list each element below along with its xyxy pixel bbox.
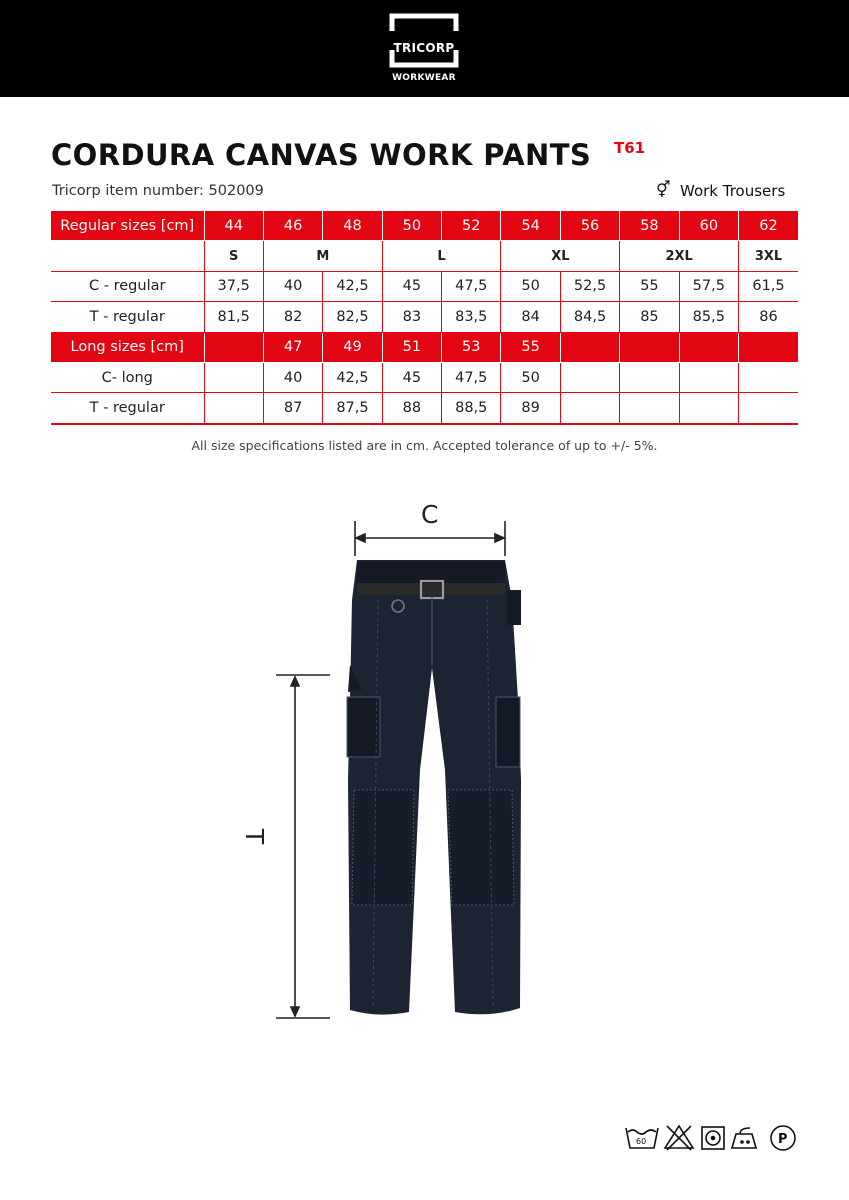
table-cell: 86 (739, 302, 798, 332)
row-label: T - regular (51, 393, 204, 424)
item-number: Tricorp item number: 502009 (52, 183, 264, 199)
table-cell: 84,5 (560, 302, 619, 332)
dimension-t-label: T (240, 828, 270, 845)
product-category: Work Trousers (680, 182, 786, 200)
table-cell: 88 (382, 393, 441, 424)
table-cell: 47 (263, 332, 322, 362)
table-cell: 87,5 (323, 393, 382, 424)
regular-sizes-header-row (51, 211, 798, 241)
letter-size-cell: XL (501, 241, 620, 271)
letter-size-cell: S (204, 241, 263, 271)
letter-size-cell: 3XL (739, 241, 798, 271)
table-cell: 83 (382, 302, 441, 332)
unisex-icon: ⚥ (656, 180, 671, 199)
tumble-dry-icon (702, 1127, 724, 1149)
table-cell: 82 (263, 302, 322, 332)
table-cell: 40 (263, 271, 322, 301)
size-table (51, 211, 798, 425)
table-cell: 47,5 (442, 271, 501, 301)
table-cell: 56 (560, 211, 619, 241)
row-label: Long sizes [cm] (51, 332, 204, 362)
table-cell (620, 393, 679, 424)
table-cell (560, 362, 619, 392)
table-cell (679, 332, 738, 362)
row-label: T - regular (51, 302, 204, 332)
table-cell: 45 (382, 271, 441, 301)
row-label: C - regular (51, 271, 204, 301)
table-cell: 46 (263, 211, 322, 241)
table-cell (560, 393, 619, 424)
row-label (51, 241, 204, 271)
table-cell: 89 (501, 393, 560, 424)
table-cell: 47,5 (442, 362, 501, 392)
table-cell: 51 (382, 332, 441, 362)
table-cell: 61,5 (739, 271, 798, 301)
letter-size-cell: M (263, 241, 382, 271)
table-cell: 50 (501, 271, 560, 301)
no-bleach-icon (665, 1126, 693, 1150)
table-cell: 52 (442, 211, 501, 241)
product-title: CORDURA CANVAS WORK PANTS (51, 138, 592, 172)
table-cell (620, 362, 679, 392)
table-cell: 49 (323, 332, 382, 362)
table-cell: 54 (501, 211, 560, 241)
table-cell (204, 332, 263, 362)
table-cell: 55 (501, 332, 560, 362)
regular-measurement-row (51, 271, 798, 301)
table-cell: 57,5 (679, 271, 738, 301)
long-measurement-row (51, 393, 798, 424)
brand-name: TRICORP (393, 41, 455, 55)
dimension-c-label: C (421, 500, 439, 529)
table-cell: 50 (382, 211, 441, 241)
table-cell (739, 362, 798, 392)
row-label: Regular sizes [cm] (51, 211, 204, 241)
table-cell: 81,5 (204, 302, 263, 332)
table-cell: 37,5 (204, 271, 263, 301)
care-symbols (624, 1122, 800, 1152)
svg-text:P: P (778, 1132, 788, 1147)
table-cell: 55 (620, 271, 679, 301)
table-cell: 58 (620, 211, 679, 241)
table-cell: 40 (263, 362, 322, 392)
table-cell: 52,5 (560, 271, 619, 301)
table-cell (679, 362, 738, 392)
width-dimension-line (355, 521, 505, 556)
table-cell (679, 393, 738, 424)
tolerance-note: All size specifications listed are in cm. Accepted tolerance of up to +/- 5%. (191, 438, 658, 453)
table-cell: 88,5 (442, 393, 501, 424)
brand-header (0, 0, 849, 97)
table-cell: 42,5 (323, 362, 382, 392)
table-cell: 85 (620, 302, 679, 332)
table-cell: 42,5 (323, 271, 382, 301)
table-cell: 82,5 (323, 302, 382, 332)
table-cell (739, 393, 798, 424)
long-measurement-row (51, 362, 798, 392)
letter-size-cell: 2XL (620, 241, 739, 271)
long-sizes-header-row (51, 332, 798, 362)
table-cell (204, 362, 263, 392)
table-cell: 83,5 (442, 302, 501, 332)
table-cell: 53 (442, 332, 501, 362)
letter-sizes-row (51, 241, 798, 271)
wash-temp-label: 60 (636, 1137, 647, 1146)
tricorp-logo (389, 13, 459, 85)
table-cell (204, 393, 263, 424)
table-cell: 62 (739, 211, 798, 241)
brand-tagline: WORKWEAR (392, 73, 456, 83)
row-label: C- long (51, 362, 204, 392)
table-cell: 45 (382, 362, 441, 392)
table-cell (620, 332, 679, 362)
table-cell: 87 (263, 393, 322, 424)
product-code: T61 (614, 139, 646, 157)
table-cell: 44 (204, 211, 263, 241)
letter-size-cell: L (382, 241, 501, 271)
table-cell: 85,5 (679, 302, 738, 332)
table-cell: 60 (679, 211, 738, 241)
table-cell: 50 (501, 362, 560, 392)
table-cell: 84 (501, 302, 560, 332)
length-dimension-line (276, 675, 330, 1018)
table-cell (560, 332, 619, 362)
table-cell (739, 332, 798, 362)
pants-shape (347, 560, 521, 1015)
iron-icon (732, 1128, 756, 1148)
table-cell: 48 (323, 211, 382, 241)
pants-illustration (240, 495, 540, 1030)
regular-measurement-row (51, 302, 798, 332)
